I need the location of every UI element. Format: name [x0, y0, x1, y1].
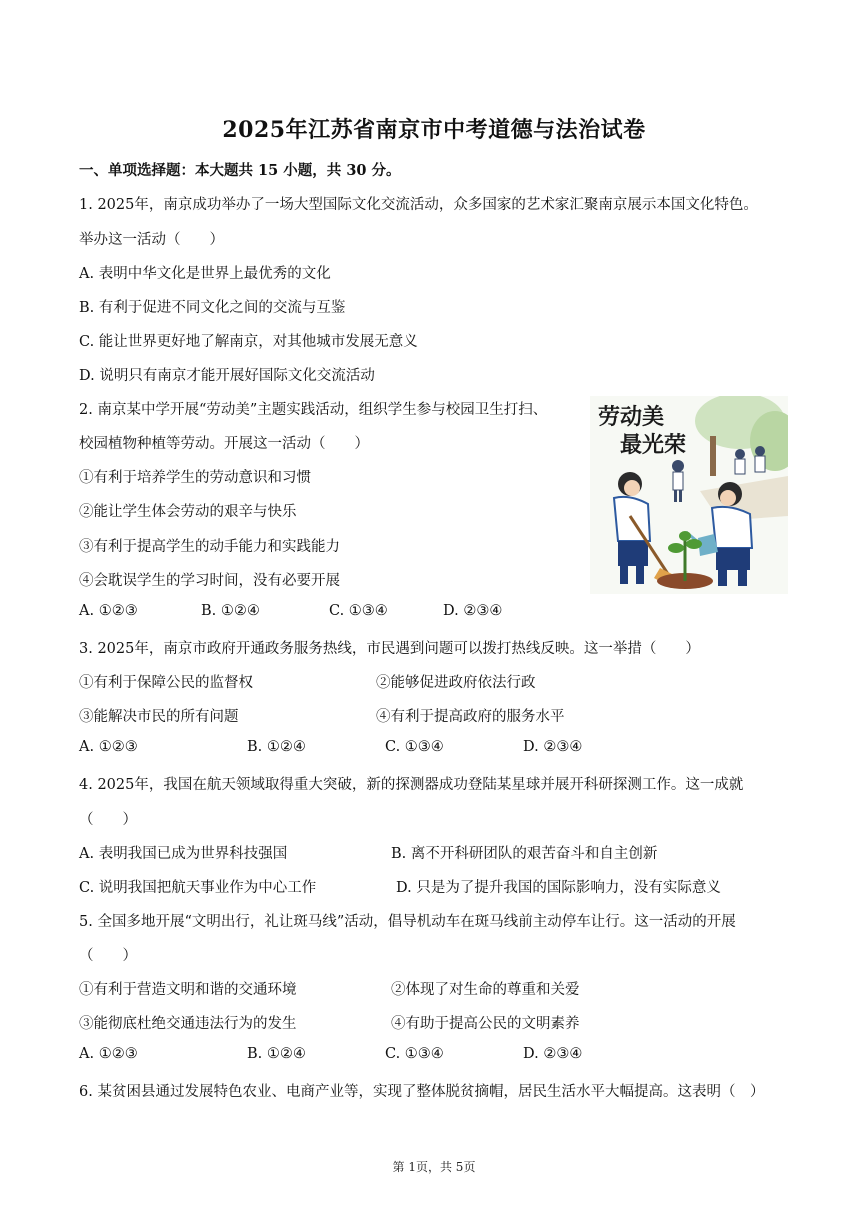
page-title: 2025年江苏省南京市中考道德与法治试卷 — [222, 117, 646, 143]
option-b: B. 离不开科研团队的艰苦奋斗和自主创新 — [391, 846, 658, 862]
illustration-caption-line1: 劳动美 — [598, 405, 665, 430]
option-d: D. 说明只有南京才能开展好国际文化交流活动 — [79, 368, 375, 384]
option-d: D. 只是为了提升我国的国际影响力，没有实际意义 — [396, 880, 721, 896]
choice-c: C. ①③④ — [385, 1046, 444, 1062]
statement-item: ①有利于保障公民的监督权 — [79, 675, 253, 691]
option-c: C. 能让世界更好地了解南京，对其他城市发展无意义 — [79, 334, 418, 350]
option-a: A. 表明我国已成为世界科技强国 — [79, 846, 288, 862]
choice-c: C. ①③④ — [385, 739, 444, 755]
choice-a: A. ①②③ — [79, 739, 138, 755]
question-stem-line: 举办这一活动（ ） — [79, 232, 224, 248]
question-stem-line: 3. 2025年，南京市政府开通政务服务热线，市民遇到问题可以拨打热线反映。这一举措（ ） — [79, 641, 700, 657]
choice-b: B. ①②④ — [201, 603, 260, 619]
choice-b: B. ①②④ — [247, 1046, 306, 1062]
choice-d: D. ②③④ — [523, 739, 583, 755]
question-stem-line: （ ） — [79, 812, 137, 828]
statement-item: ①有利于培养学生的劳动意识和习惯 — [79, 470, 311, 486]
statement-item: ①有利于营造文明和谐的交通环境 — [79, 982, 297, 998]
choice-c: C. ①③④ — [329, 603, 388, 619]
choice-a: A. ①②③ — [79, 1046, 138, 1062]
statement-item: ④会耽误学生的学习时间，没有必要开展 — [79, 573, 340, 589]
question-stem-line: 4. 2025年，我国在航天领域取得重大突破，新的探测器成功登陆某星球并展开科研探测工作。这一成就 — [79, 777, 744, 793]
illustration-caption-line2: 最光荣 — [620, 433, 687, 458]
statement-item: ③有利于提高学生的动手能力和实践能力 — [79, 539, 340, 555]
statement-item: ②能够促进政府依法行政 — [376, 675, 536, 691]
choice-d: D. ②③④ — [523, 1046, 583, 1062]
section-heading: 一、单项选择题：本大题共 15 小题，共 30 分。 — [79, 162, 401, 179]
choice-d: D. ②③④ — [443, 603, 503, 619]
question-stem-line: （ ） — [79, 948, 137, 964]
question-stem-line: 6. 某贫困县通过发展特色农业、电商产业等，实现了整体脱贫摘帽，居民生活水平大幅提高。这表明（ ） — [79, 1084, 765, 1100]
statement-item: ④有助于提高公民的文明素养 — [391, 1016, 580, 1032]
choice-a: A. ①②③ — [79, 603, 138, 619]
question-stem-line: 1. 2025年，南京成功举办了一场大型国际文化交流活动，众多国家的艺术家汇聚南京展示本国文化特色。 — [79, 197, 758, 213]
statement-item: ②能让学生体会劳动的艰辛与快乐 — [79, 504, 297, 520]
statement-item: ②体现了对生命的尊重和关爱 — [391, 982, 580, 998]
statement-item: ③能彻底杜绝交通违法行为的发生 — [79, 1016, 297, 1032]
question-stem-line: 2. 南京某中学开展“劳动美”主题实践活动，组织学生参与校园卫生打扫、 — [79, 402, 548, 418]
statement-item: ③能解决市民的所有问题 — [79, 709, 239, 725]
choice-b: B. ①②④ — [247, 739, 306, 755]
page-footer: 第 1页，共 5页 — [392, 1160, 476, 1174]
option-b: B. 有利于促进不同文化之间的交流与互鉴 — [79, 300, 346, 316]
option-a: A. 表明中华文化是世界上最优秀的文化 — [79, 266, 331, 282]
question-stem-line: 校园植物种植等劳动。开展这一活动（ ） — [79, 436, 369, 452]
option-c: C. 说明我国把航天事业作为中心工作 — [79, 880, 317, 896]
question-stem-line: 5. 全国多地开展“文明出行，礼让斑马线”活动，倡导机动车在斑马线前主动停车让行。这一活动的开展 — [79, 914, 736, 930]
statement-item: ④有利于提高政府的服务水平 — [376, 709, 565, 725]
labor-illustration — [590, 396, 788, 594]
